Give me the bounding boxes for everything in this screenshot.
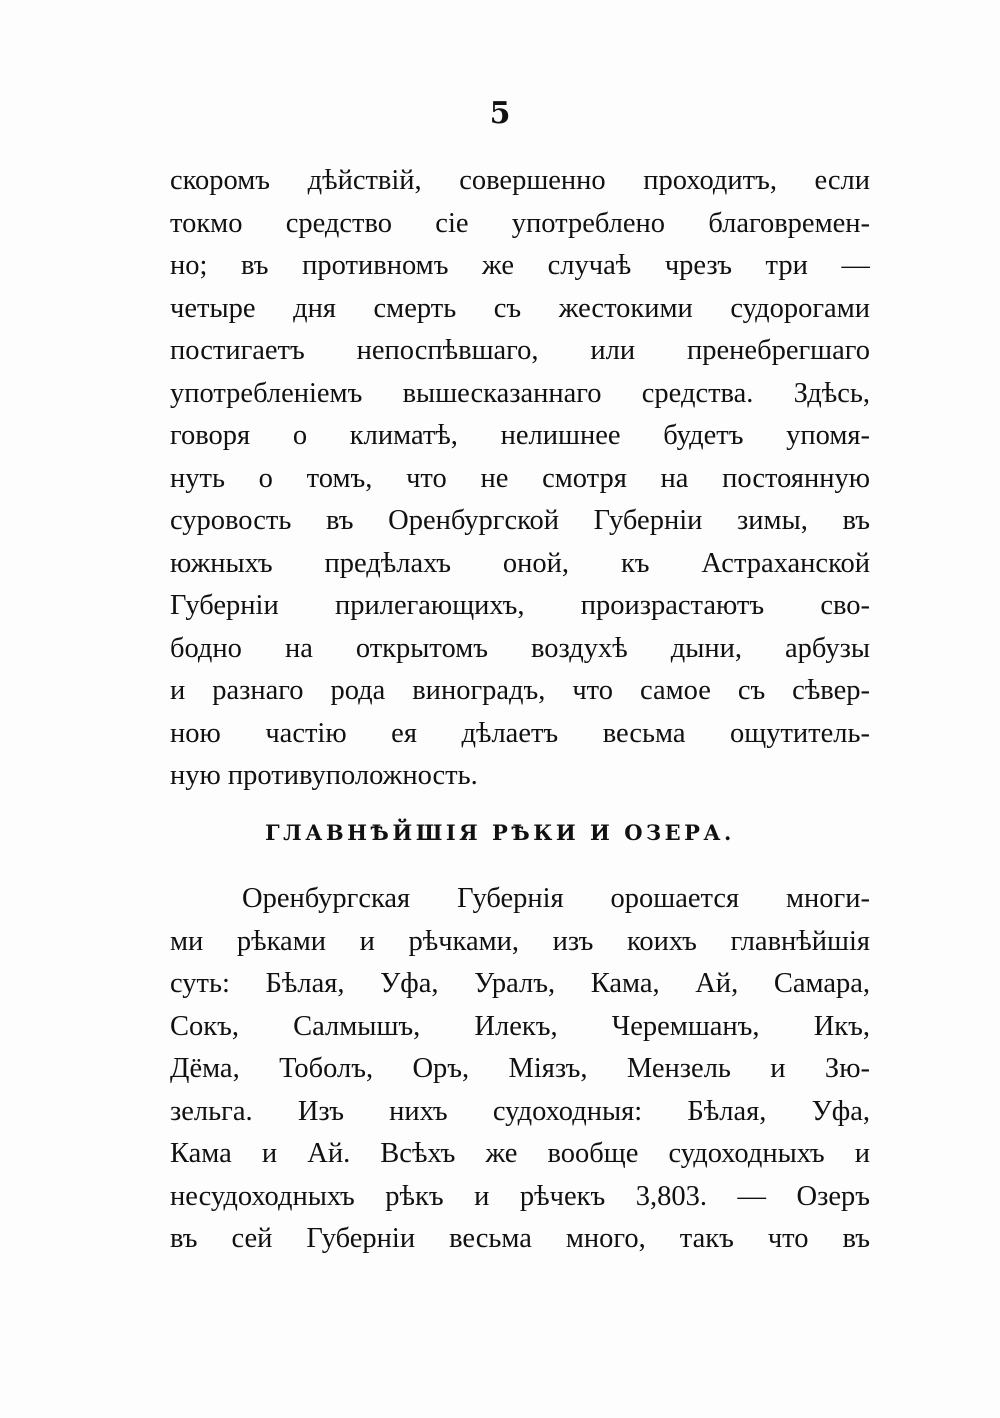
text-line: Кама и Ай. Всѣхъ же вообще судоходныхъ и (170, 1138, 870, 1169)
text-line: несудоходныхъ рѣкъ и рѣчекъ 3,803. — Озеръ (170, 1180, 870, 1212)
text-line: бодно на открытомъ воздухѣ дыни, арбузы (170, 632, 870, 664)
text-line: нуть о томъ, что не смотря на постоянную (170, 462, 870, 494)
text-line: ною частію ея дѣлаетъ весьма ощутитель- (170, 717, 870, 749)
text-line: Сокъ, Салмышъ, Илекъ, Черемшанъ, Икъ, (170, 1010, 870, 1042)
text-line: южныхъ предѣлахъ оной, къ Астраханской (170, 547, 870, 579)
text-line: употребленіемъ вышесказаннаго средства. Здѣсь, (170, 377, 870, 409)
text-line: постигаетъ непоспѣвшаго, или пренебрегшаго (170, 335, 870, 366)
text-line: токмо средство сіе употреблено благовремен- (170, 207, 870, 239)
text-line: скоромъ дѣйствій, совершенно проходитъ, если (170, 165, 870, 196)
text-line: четыре дня смерть съ жестокими судорогами (170, 292, 870, 324)
text-line: Дёма, Тоболъ, Оръ, Міязъ, Мензель и Зю- (170, 1053, 870, 1084)
paragraph-climate (170, 160, 870, 798)
text-line: ми рѣками и рѣчками, изъ коихъ главнѣйшія (170, 925, 870, 957)
text-line: но; въ противномъ же случаѣ чрезъ три — (170, 250, 870, 281)
section-heading: ГЛАВНѢЙШІЯ РѢКИ И ОЗЕРА. (265, 820, 735, 845)
text-line: въ сей Губерніи весьма много, такъ что въ (170, 1223, 870, 1254)
text-line: говоря о климатѣ, нелишнее будетъ упомя- (170, 420, 870, 451)
text-line: суровость въ Оренбургской Губерніи зимы, въ (170, 505, 870, 536)
text-line: Оренбургская Губернія орошается многи- (242, 883, 870, 914)
text-line: суть: Бѣлая, Уфа, Уралъ, Кама, Ай, Самара, (170, 968, 870, 999)
page-number: 5 (489, 96, 511, 131)
text-line: зельга. Изъ нихъ судоходныя: Бѣлая, Уфа, (170, 1095, 870, 1127)
paragraph-rivers (170, 878, 870, 1261)
text-line: ную противуположность. (170, 760, 478, 791)
text-line: Губерніи прилегающихъ, произрастаютъ сво- (170, 590, 870, 621)
text-line: и разнаго рода виноградъ, что самое съ сѣвер- (170, 675, 870, 706)
